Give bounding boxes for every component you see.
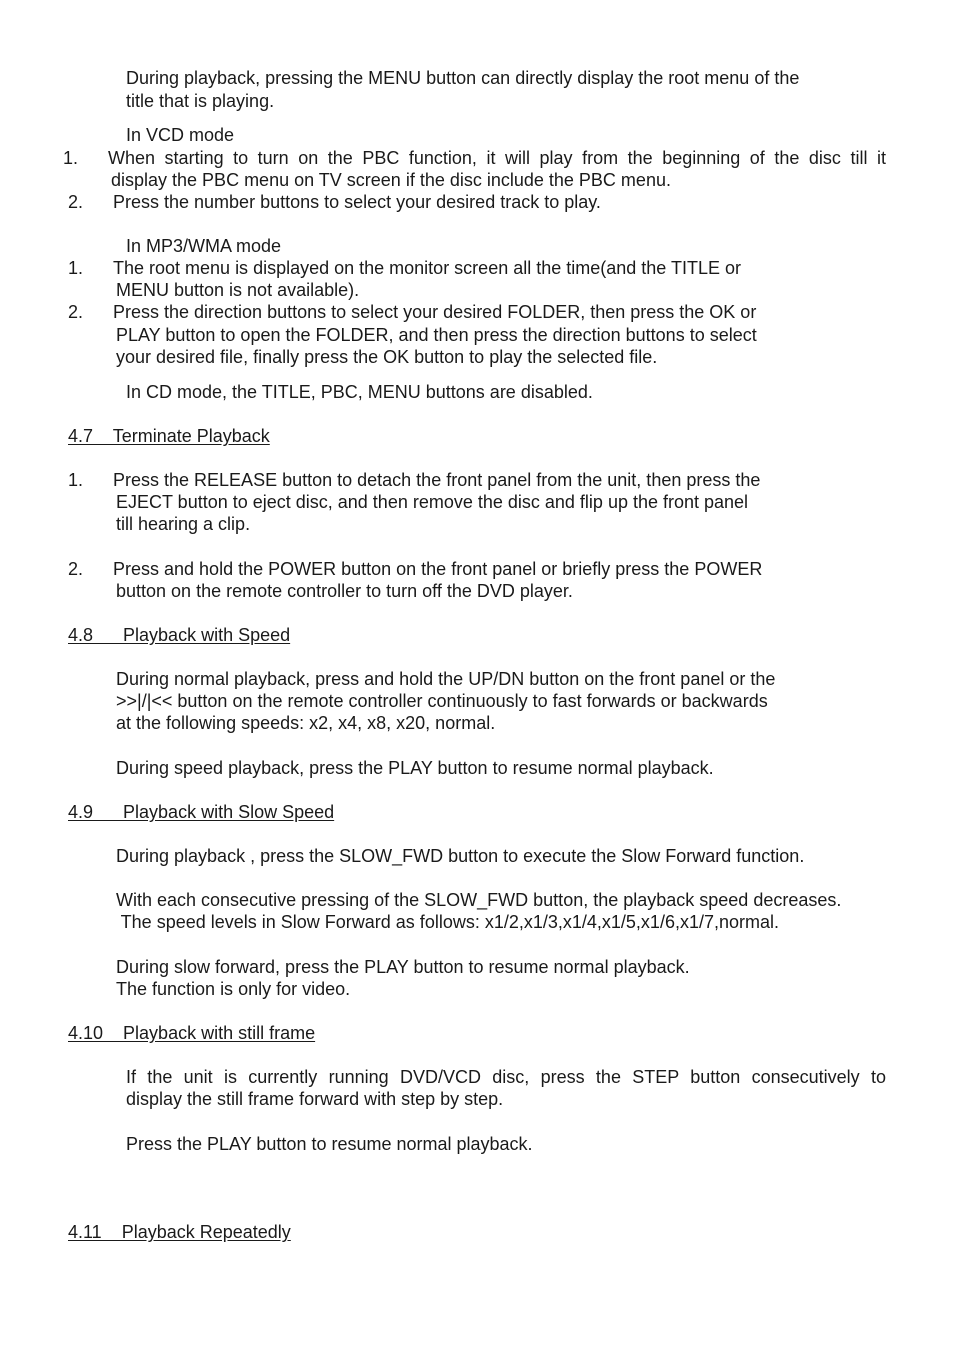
s47-item-1-number: 1. [68,470,84,490]
mp3-item-2-line-2: PLAY button to open the FOLDER, and then press the direction buttons to select [116,325,757,345]
s410-p1-line-2: display the still frame forward with step by step. [126,1089,504,1109]
mp3-heading: In MP3/WMA mode [126,236,282,256]
vcd-item-2-number: 2. [68,192,84,212]
s410-p2: Press the PLAY button to resume normal playback. [126,1134,533,1154]
vcd-item-1-number: 1. [63,148,79,168]
s47-item-2-number: 2. [68,559,84,579]
mp3-item-1-line-2: MENU button is not available). [116,280,360,300]
section-4-7-heading: 4.7 Terminate Playback [68,426,270,446]
mp3-item-2-line-3: your desired file, finally press the OK button to play the selected file. [116,347,658,367]
vcd-heading: In VCD mode [126,125,235,145]
s48-p1-line-2: >>|/|<< button on the remote controller continuously to fast forwards or backwards [116,691,768,711]
s49-p2-line-1: With each consecutive pressing of the SLOW_FWD button, the playback speed decreases. [116,890,842,910]
s48-p1-line-1: During normal playback, press and hold the UP/DN button on the front panel or the [116,669,776,689]
s49-p3-line-1: During slow forward, press the PLAY button to resume normal playback. [116,957,690,977]
section-4-9-heading: 4.9 Playback with Slow Speed [68,802,335,822]
mp3-item-2-line-1: Press the direction buttons to select your desired FOLDER, then press the OK or [113,302,757,322]
s48-p2: During speed playback, press the PLAY button to resume normal playback. [116,758,714,778]
mp3-item-1-line-1: The root menu is displayed on the monitor screen all the time(and the TITLE or [113,258,741,278]
section-4-11-heading: 4.11 Playback Repeatedly [68,1222,291,1242]
section-4-10-heading: 4.10 Playback with still frame [68,1023,316,1043]
section-4-8-heading: 4.8 Playback with Speed [68,625,291,645]
mp3-item-1-number: 1. [68,258,84,278]
s410-p1-line-1: If the unit is currently running DVD/VCD disc, press the STEP button consecutively to [126,1067,886,1087]
intro-line-2: title that is playing. [126,91,275,111]
s47-item-1-line-2: EJECT button to eject disc, and then remove the disc and flip up the front panel [116,492,749,512]
intro-line-1: During playback, pressing the MENU button can directly display the root menu of the [126,68,800,88]
s47-item-1-line-3: till hearing a clip. [116,514,251,534]
s48-p1-line-3: at the following speeds: x2, x4, x8, x20, normal. [116,713,496,733]
vcd-item-2-line-1: Press the number buttons to select your desired track to play. [113,192,601,212]
vcd-item-1-line-1: When starting to turn on the PBC function, it will play from the beginning of the disc till it [108,148,886,168]
vcd-item-1-line-2: display the PBC menu on TV screen if the disc include the PBC menu. [111,170,671,190]
s47-item-1-line-1: Press the RELEASE button to detach the front panel from the unit, then press the [113,470,761,490]
s49-p1: During playback , press the SLOW_FWD button to execute the Slow Forward function. [116,846,805,866]
cd-mode-note: In CD mode, the TITLE, PBC, MENU buttons are disabled. [126,382,593,402]
mp3-item-2-number: 2. [68,302,84,322]
s49-p3-line-2: The function is only for video. [116,979,351,999]
s47-item-2-line-2: button on the remote controller to turn off the DVD player. [116,581,573,601]
s49-p2-line-2: The speed levels in Slow Forward as follows: x1/2,x1/3,x1/4,x1/5,x1/6,x1/7,normal. [116,912,779,932]
s47-item-2-line-1: Press and hold the POWER button on the front panel or briefly press the POWER [113,559,763,579]
